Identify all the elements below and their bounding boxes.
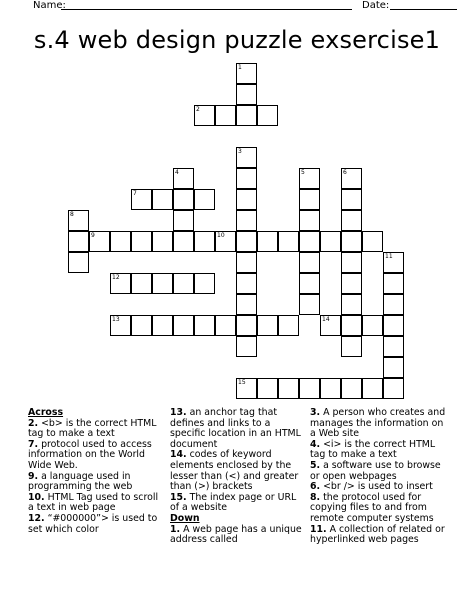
grid-cell bbox=[194, 189, 215, 210]
grid-cell bbox=[257, 378, 278, 399]
grid-cell bbox=[68, 252, 89, 273]
cell-number: 14 bbox=[322, 316, 330, 323]
clue-number: 8. bbox=[310, 491, 321, 503]
grid-cell bbox=[320, 378, 341, 399]
clue-down-8 bbox=[310, 493, 450, 525]
grid-cell bbox=[215, 315, 236, 336]
clue-number: 9. bbox=[28, 470, 39, 482]
grid-cell bbox=[236, 84, 257, 105]
clue-across-15 bbox=[170, 493, 305, 514]
grid-cell bbox=[131, 231, 152, 252]
grid-cell bbox=[236, 168, 257, 189]
cell-number: 3 bbox=[238, 148, 242, 155]
clue-across-13 bbox=[170, 408, 305, 450]
clue-column-3 bbox=[310, 408, 450, 546]
clue-number: 11. bbox=[310, 523, 327, 535]
grid-cell bbox=[362, 315, 383, 336]
grid-cell bbox=[152, 273, 173, 294]
clue-text: codes of keyword elements enclosed by the lesser than (<) and greater than (>) brackets bbox=[170, 449, 299, 493]
grid-cell bbox=[383, 378, 404, 399]
clue-across-10 bbox=[28, 493, 163, 514]
clue-down-3 bbox=[310, 408, 450, 440]
clue-text: <b> is the correct HTML tag to make a text bbox=[28, 417, 157, 440]
grid-cell bbox=[236, 189, 257, 210]
grid-cell bbox=[236, 315, 257, 336]
grid-cell bbox=[383, 315, 404, 336]
clue-down-11 bbox=[310, 525, 450, 546]
grid-cell bbox=[299, 252, 320, 273]
clue-column-2 bbox=[170, 408, 305, 546]
grid-cell bbox=[131, 273, 152, 294]
clue-text: a language used in programming the web bbox=[28, 470, 133, 493]
clue-text: HTML Tag used to scroll a text in web page bbox=[28, 491, 159, 514]
grid-cell bbox=[341, 315, 362, 336]
grid-cell bbox=[362, 231, 383, 252]
grid-cell bbox=[362, 378, 383, 399]
clue-text: A collection of related or hyperlinked web pages bbox=[310, 523, 445, 546]
clue-number: 15. bbox=[170, 491, 187, 503]
clue-text: “#000000”> is used to set which color bbox=[28, 512, 158, 535]
cell-number: 11 bbox=[385, 253, 393, 260]
grid-cell bbox=[341, 210, 362, 231]
grid-cell bbox=[173, 210, 194, 231]
grid-cell bbox=[131, 315, 152, 336]
cell-number: 13 bbox=[112, 316, 120, 323]
clue-across-7 bbox=[28, 440, 163, 472]
clue-down-1 bbox=[170, 525, 305, 546]
clue-text: A person who creates and manages the information on a Web site bbox=[310, 407, 446, 440]
grid-cell bbox=[236, 336, 257, 357]
clue-number: 12. bbox=[28, 512, 45, 524]
clue-number: 4. bbox=[310, 438, 321, 450]
grid-cell bbox=[299, 294, 320, 315]
grid-cell bbox=[236, 252, 257, 273]
grid-cell bbox=[278, 378, 299, 399]
clue-number: 5. bbox=[310, 459, 321, 471]
grid-cell bbox=[173, 315, 194, 336]
clue-number: 13. bbox=[170, 407, 187, 418]
clue-text: a software use to browse or open webpages bbox=[310, 459, 441, 482]
grid-cell bbox=[173, 189, 194, 210]
name-label: Name: bbox=[33, 0, 66, 11]
grid-cell bbox=[173, 273, 194, 294]
grid-cell bbox=[236, 210, 257, 231]
cell-number: 5 bbox=[301, 169, 305, 176]
clue-text: protocol used to access information on the World Wide Web. bbox=[28, 438, 152, 471]
clue-across-2 bbox=[28, 419, 163, 440]
cell-number: 9 bbox=[91, 232, 95, 239]
clue-text: The index page or URL of a website bbox=[170, 491, 297, 514]
grid-cell bbox=[236, 294, 257, 315]
grid-cell bbox=[341, 189, 362, 210]
page-title: s.4 web design puzzle exsercise1 bbox=[33, 26, 441, 54]
clue-column-1 bbox=[28, 408, 163, 535]
grid-cell bbox=[278, 231, 299, 252]
grid-cell bbox=[341, 273, 362, 294]
clue-text: A web page has a unique address called bbox=[170, 523, 302, 546]
grid-cell bbox=[215, 105, 236, 126]
clue-down-4 bbox=[310, 440, 450, 461]
grid-cell bbox=[341, 231, 362, 252]
across-heading: Across bbox=[28, 407, 64, 418]
grid-cell bbox=[383, 273, 404, 294]
grid-cell bbox=[194, 315, 215, 336]
grid-cell bbox=[236, 231, 257, 252]
clue-number: 10. bbox=[28, 491, 45, 503]
grid-cell bbox=[257, 105, 278, 126]
grid-cell bbox=[341, 378, 362, 399]
grid-cell bbox=[299, 210, 320, 231]
clue-number: 14. bbox=[170, 449, 187, 461]
cell-number: 12 bbox=[112, 274, 120, 281]
cell-number: 7 bbox=[133, 190, 137, 197]
grid-cell bbox=[383, 336, 404, 357]
cell-number: 15 bbox=[238, 379, 246, 386]
grid-cell bbox=[383, 357, 404, 378]
cell-number: 2 bbox=[196, 106, 200, 113]
grid-cell bbox=[152, 315, 173, 336]
clue-number: 7. bbox=[28, 438, 39, 450]
clue-across-12 bbox=[28, 514, 163, 535]
grid-cell bbox=[257, 231, 278, 252]
grid-cell bbox=[152, 231, 173, 252]
clue-number: 3. bbox=[310, 407, 321, 418]
grid-cell bbox=[341, 336, 362, 357]
clue-number: 2. bbox=[28, 417, 39, 429]
grid-cell bbox=[341, 252, 362, 273]
date-label: Date: bbox=[362, 0, 390, 11]
clue-text: <br /> is used to insert bbox=[323, 481, 433, 493]
clue-number: 1. bbox=[170, 523, 181, 535]
grid-cell bbox=[152, 189, 173, 210]
grid-cell bbox=[299, 189, 320, 210]
grid-cell bbox=[68, 231, 89, 252]
clue-text: the protocol used for copying files to and from remote computer systems bbox=[310, 491, 434, 524]
clue-across-14 bbox=[170, 450, 305, 492]
cell-number: 10 bbox=[217, 232, 225, 239]
clue-number: 6. bbox=[310, 481, 321, 493]
clue-text: <i> is the correct HTML tag to make a text bbox=[310, 438, 436, 461]
cell-number: 8 bbox=[70, 211, 74, 218]
grid-cell bbox=[110, 231, 131, 252]
clue-across-9 bbox=[28, 472, 163, 493]
grid-cell bbox=[341, 294, 362, 315]
cell-number: 4 bbox=[175, 169, 179, 176]
grid-cell bbox=[278, 315, 299, 336]
grid-cell bbox=[257, 315, 278, 336]
grid-cell bbox=[194, 231, 215, 252]
grid-cell bbox=[194, 273, 215, 294]
grid-cell bbox=[236, 105, 257, 126]
grid-cell bbox=[320, 231, 341, 252]
grid-cell bbox=[173, 231, 194, 252]
grid-cell bbox=[299, 273, 320, 294]
clue-down-5 bbox=[310, 461, 450, 482]
grid-cell bbox=[299, 378, 320, 399]
grid-cell bbox=[236, 273, 257, 294]
grid-cell bbox=[299, 231, 320, 252]
cell-number: 1 bbox=[238, 64, 242, 71]
cell-number: 6 bbox=[343, 169, 347, 176]
clue-text: an anchor tag that defines and links to a specific location in an HTML document bbox=[170, 407, 301, 450]
grid-cell bbox=[383, 294, 404, 315]
down-heading: Down bbox=[170, 512, 200, 524]
